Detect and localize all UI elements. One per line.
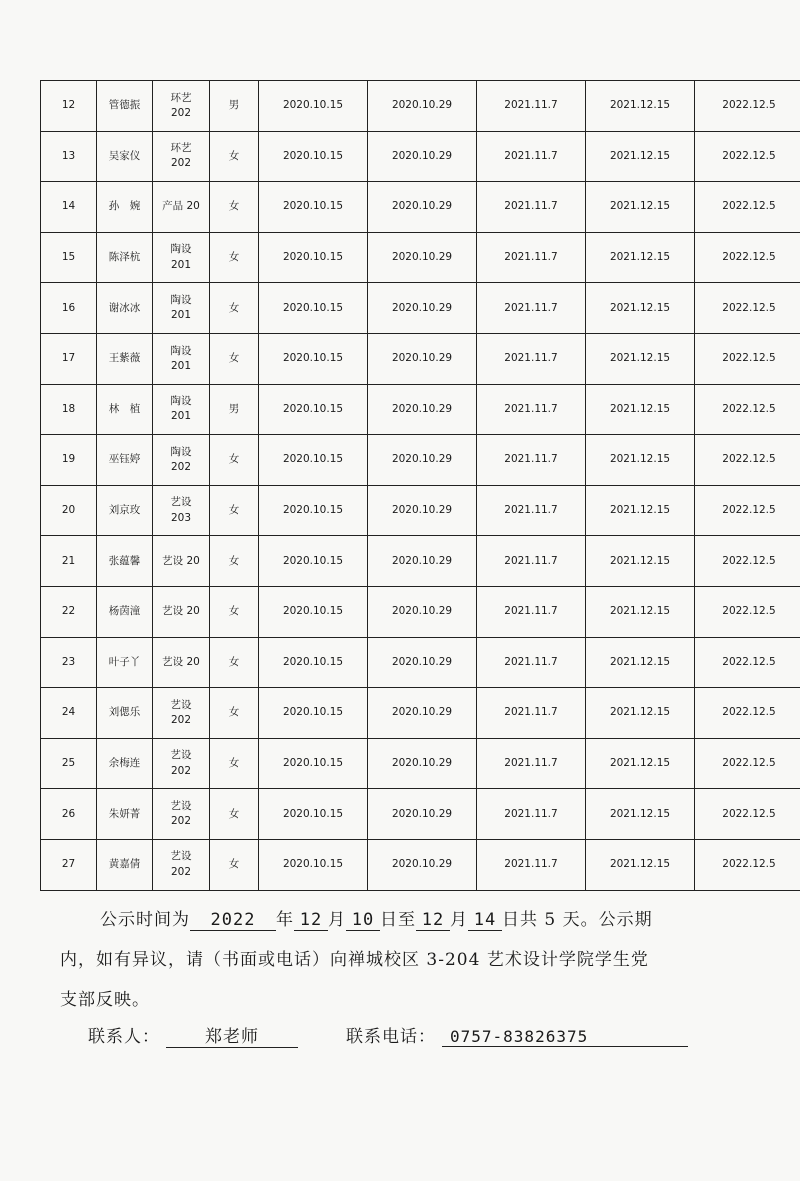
table-row: [41, 182, 800, 233]
cell-date-3: 2021.11.7: [477, 435, 586, 486]
cell-date-1: 2020.10.15: [259, 485, 368, 536]
cell-date-1: 2020.10.15: [259, 738, 368, 789]
cell-date-1: 2020.10.15: [259, 333, 368, 384]
cell-number: 27: [41, 839, 97, 890]
cell-class: [153, 586, 210, 637]
table-row: [41, 738, 800, 789]
cell-number: 19: [41, 435, 97, 486]
cell-date-3: 2021.11.7: [477, 789, 586, 840]
cell-date-5: 2022.12.5: [695, 232, 800, 283]
table-row: [41, 435, 800, 486]
cell-date-3: 2021.11.7: [477, 536, 586, 587]
class-line: 202: [170, 764, 192, 777]
cell-gender: 女: [210, 131, 259, 182]
cell-date-5: 2022.12.5: [695, 586, 800, 637]
cell-date-2: 2020.10.29: [368, 283, 477, 334]
table-row: [41, 839, 800, 890]
cell-number: 23: [41, 637, 97, 688]
cell-date-3: 2021.11.7: [477, 586, 586, 637]
cell-date-2: 2020.10.29: [368, 637, 477, 688]
class-line: 202: [170, 460, 192, 473]
cell-date-5: 2022.12.5: [695, 789, 800, 840]
cell-date-5: 2022.12.5: [695, 435, 800, 486]
class-line: 艺设 20: [162, 605, 200, 618]
cell-name: 王紫薇: [97, 333, 153, 384]
cell-date-5: 2022.12.5: [695, 688, 800, 739]
class-line: 陶设: [170, 445, 192, 458]
cell-date-1: 2020.10.15: [259, 435, 368, 486]
notice-start-month: 12: [294, 910, 328, 931]
cell-date-1: 2020.10.15: [259, 384, 368, 435]
class-line: 艺设: [170, 749, 192, 762]
class-line: 艺设: [170, 698, 192, 711]
cell-class: [153, 384, 210, 435]
cell-class: [153, 81, 210, 132]
cell-name: 管德振: [97, 81, 153, 132]
table-row: [41, 131, 800, 182]
cell-name: 谢冰冰: [97, 283, 153, 334]
cell-gender: 男: [210, 81, 259, 132]
cell-date-2: 2020.10.29: [368, 435, 477, 486]
cell-name: 余梅连: [97, 738, 153, 789]
cell-number: 21: [41, 536, 97, 587]
class-line: 202: [170, 815, 192, 828]
cell-date-2: 2020.10.29: [368, 839, 477, 890]
cell-gender: 女: [210, 738, 259, 789]
cell-gender: 女: [210, 536, 259, 587]
cell-name: 刘偲乐: [97, 688, 153, 739]
cell-date-1: 2020.10.15: [259, 789, 368, 840]
class-line: 202: [170, 865, 192, 878]
class-line: 产品 20: [162, 200, 200, 213]
class-line: 201: [170, 410, 192, 423]
cell-gender: 女: [210, 333, 259, 384]
table-row: [41, 384, 800, 435]
table-row: [41, 485, 800, 536]
cell-gender: 女: [210, 435, 259, 486]
cell-date-1: 2020.10.15: [259, 81, 368, 132]
cell-date-5: 2022.12.5: [695, 536, 800, 587]
cell-number: 17: [41, 333, 97, 384]
cell-gender: 女: [210, 283, 259, 334]
cell-gender: 女: [210, 789, 259, 840]
cell-name: 刘京玫: [97, 485, 153, 536]
class-line: 陶设: [170, 344, 192, 357]
cell-date-4: 2021.12.15: [586, 688, 695, 739]
cell-date-4: 2021.12.15: [586, 485, 695, 536]
table-row: [41, 789, 800, 840]
cell-gender: 女: [210, 182, 259, 233]
cell-date-4: 2021.12.15: [586, 182, 695, 233]
notice-end-month: 12: [416, 910, 450, 931]
member-table-body: [41, 81, 800, 891]
class-line: 艺设: [170, 496, 192, 509]
cell-date-5: 2022.12.5: [695, 182, 800, 233]
cell-class: [153, 333, 210, 384]
cell-number: 14: [41, 182, 97, 233]
notice-year: 2022: [190, 910, 276, 931]
class-line: 201: [170, 258, 192, 271]
contact-person-label: 联系人：: [88, 1027, 160, 1047]
cell-class: [153, 485, 210, 536]
notice-prefix: 公示时间为: [100, 910, 190, 930]
class-line: 环艺: [170, 91, 192, 104]
class-line: 陶设: [170, 243, 192, 256]
table-row: [41, 81, 800, 132]
cell-date-2: 2020.10.29: [368, 789, 477, 840]
cell-name: 朱妍菁: [97, 789, 153, 840]
cell-date-4: 2021.12.15: [586, 384, 695, 435]
cell-date-4: 2021.12.15: [586, 232, 695, 283]
cell-date-5: 2022.12.5: [695, 637, 800, 688]
notice-month-char-2: 月: [450, 910, 468, 930]
class-line: 环艺: [170, 142, 192, 155]
cell-date-4: 2021.12.15: [586, 586, 695, 637]
contact-line: [88, 1022, 728, 1048]
cell-name: 杨茵潼: [97, 586, 153, 637]
class-line: 202: [170, 713, 192, 726]
class-line: 艺设: [170, 799, 192, 812]
cell-date-4: 2021.12.15: [586, 333, 695, 384]
cell-class: [153, 536, 210, 587]
cell-gender: 女: [210, 485, 259, 536]
cell-gender: 女: [210, 586, 259, 637]
cell-number: 26: [41, 789, 97, 840]
table-row: [41, 232, 800, 283]
cell-gender: 女: [210, 839, 259, 890]
cell-date-5: 2022.12.5: [695, 384, 800, 435]
cell-date-2: 2020.10.29: [368, 688, 477, 739]
cell-gender: 女: [210, 637, 259, 688]
table-row: [41, 536, 800, 587]
member-table: [40, 80, 800, 891]
cell-number: 22: [41, 586, 97, 637]
cell-date-4: 2021.12.15: [586, 283, 695, 334]
cell-class: [153, 232, 210, 283]
cell-name: 孙 婉: [97, 182, 153, 233]
cell-date-5: 2022.12.5: [695, 131, 800, 182]
cell-date-4: 2021.12.15: [586, 738, 695, 789]
cell-date-2: 2020.10.29: [368, 485, 477, 536]
class-line: 201: [170, 309, 192, 322]
cell-date-1: 2020.10.15: [259, 536, 368, 587]
cell-class: [153, 789, 210, 840]
cell-number: 20: [41, 485, 97, 536]
cell-date-2: 2020.10.29: [368, 738, 477, 789]
cell-date-1: 2020.10.15: [259, 182, 368, 233]
cell-date-3: 2021.11.7: [477, 839, 586, 890]
cell-date-5: 2022.12.5: [695, 738, 800, 789]
cell-date-1: 2020.10.15: [259, 283, 368, 334]
cell-class: [153, 637, 210, 688]
table-row: [41, 637, 800, 688]
cell-gender: 女: [210, 688, 259, 739]
cell-date-3: 2021.11.7: [477, 738, 586, 789]
cell-date-1: 2020.10.15: [259, 688, 368, 739]
cell-gender: 男: [210, 384, 259, 435]
cell-date-4: 2021.12.15: [586, 435, 695, 486]
cell-date-3: 2021.11.7: [477, 688, 586, 739]
notice-suffix: 日共 5 天。公示期: [502, 910, 653, 930]
class-line: 203: [170, 511, 192, 524]
cell-date-4: 2021.12.15: [586, 839, 695, 890]
cell-class: [153, 839, 210, 890]
cell-number: 13: [41, 131, 97, 182]
notice-year-char: 年: [276, 910, 294, 930]
cell-date-1: 2020.10.15: [259, 586, 368, 637]
cell-date-3: 2021.11.7: [477, 182, 586, 233]
cell-class: [153, 283, 210, 334]
cell-date-1: 2020.10.15: [259, 131, 368, 182]
cell-number: 16: [41, 283, 97, 334]
cell-date-5: 2022.12.5: [695, 283, 800, 334]
notice-line-3: 支部反映。: [60, 990, 150, 1010]
class-line: 陶设: [170, 293, 192, 306]
table-row: [41, 586, 800, 637]
cell-name: 陈泽杭: [97, 232, 153, 283]
cell-date-2: 2020.10.29: [368, 131, 477, 182]
cell-date-5: 2022.12.5: [695, 81, 800, 132]
cell-date-2: 2020.10.29: [368, 232, 477, 283]
cell-date-1: 2020.10.15: [259, 232, 368, 283]
cell-name: 林 植: [97, 384, 153, 435]
class-line: 201: [170, 359, 192, 372]
cell-date-2: 2020.10.29: [368, 536, 477, 587]
cell-gender: 女: [210, 232, 259, 283]
cell-date-4: 2021.12.15: [586, 81, 695, 132]
cell-date-4: 2021.12.15: [586, 131, 695, 182]
notice-text: [60, 900, 720, 1020]
class-line: 艺设: [170, 850, 192, 863]
cell-class: [153, 131, 210, 182]
cell-date-2: 2020.10.29: [368, 182, 477, 233]
cell-date-3: 2021.11.7: [477, 283, 586, 334]
cell-date-3: 2021.11.7: [477, 384, 586, 435]
notice-month-char-1: 月: [328, 910, 346, 930]
cell-date-3: 2021.11.7: [477, 81, 586, 132]
cell-name: 叶子丫: [97, 637, 153, 688]
table-row: [41, 688, 800, 739]
notice-day-to: 日至: [380, 910, 416, 930]
cell-date-3: 2021.11.7: [477, 131, 586, 182]
cell-date-3: 2021.11.7: [477, 637, 586, 688]
class-line: 202: [170, 106, 192, 119]
cell-date-5: 2022.12.5: [695, 333, 800, 384]
notice-end-day: 14: [468, 910, 502, 931]
cell-date-3: 2021.11.7: [477, 485, 586, 536]
contact-person: 郑老师: [166, 1022, 298, 1048]
cell-date-2: 2020.10.29: [368, 333, 477, 384]
contact-phone-label: 联系电话：: [346, 1027, 436, 1047]
cell-number: 18: [41, 384, 97, 435]
notice-line-2: 内，如有异议，请（书面或电话）向禅城校区 3-204 艺术设计学院学生党: [60, 950, 649, 970]
cell-date-4: 2021.12.15: [586, 637, 695, 688]
cell-date-5: 2022.12.5: [695, 839, 800, 890]
cell-name: 张蕴馨: [97, 536, 153, 587]
cell-date-1: 2020.10.15: [259, 637, 368, 688]
cell-name: 巫钰婷: [97, 435, 153, 486]
class-line: 202: [170, 157, 192, 170]
cell-date-2: 2020.10.29: [368, 384, 477, 435]
cell-date-2: 2020.10.29: [368, 586, 477, 637]
cell-number: 25: [41, 738, 97, 789]
cell-number: 24: [41, 688, 97, 739]
table-row: [41, 333, 800, 384]
cell-date-1: 2020.10.15: [259, 839, 368, 890]
cell-name: 吴家仪: [97, 131, 153, 182]
cell-number: 12: [41, 81, 97, 132]
cell-class: [153, 738, 210, 789]
class-line: 陶设: [170, 395, 192, 408]
notice-line-1: [60, 900, 720, 940]
cell-name: 黄嘉倩: [97, 839, 153, 890]
cell-class: [153, 688, 210, 739]
cell-class: [153, 182, 210, 233]
cell-date-5: 2022.12.5: [695, 485, 800, 536]
class-line: 艺设 20: [162, 655, 200, 668]
cell-date-2: 2020.10.29: [368, 81, 477, 132]
cell-date-3: 2021.11.7: [477, 333, 586, 384]
cell-date-4: 2021.12.15: [586, 789, 695, 840]
cell-number: 15: [41, 232, 97, 283]
contact-phone: 0757-83826375: [442, 1027, 688, 1047]
cell-date-3: 2021.11.7: [477, 232, 586, 283]
notice-start-day: 10: [346, 910, 380, 931]
cell-date-4: 2021.12.15: [586, 536, 695, 587]
table-row: [41, 283, 800, 334]
cell-class: [153, 435, 210, 486]
class-line: 艺设 20: [162, 554, 200, 567]
